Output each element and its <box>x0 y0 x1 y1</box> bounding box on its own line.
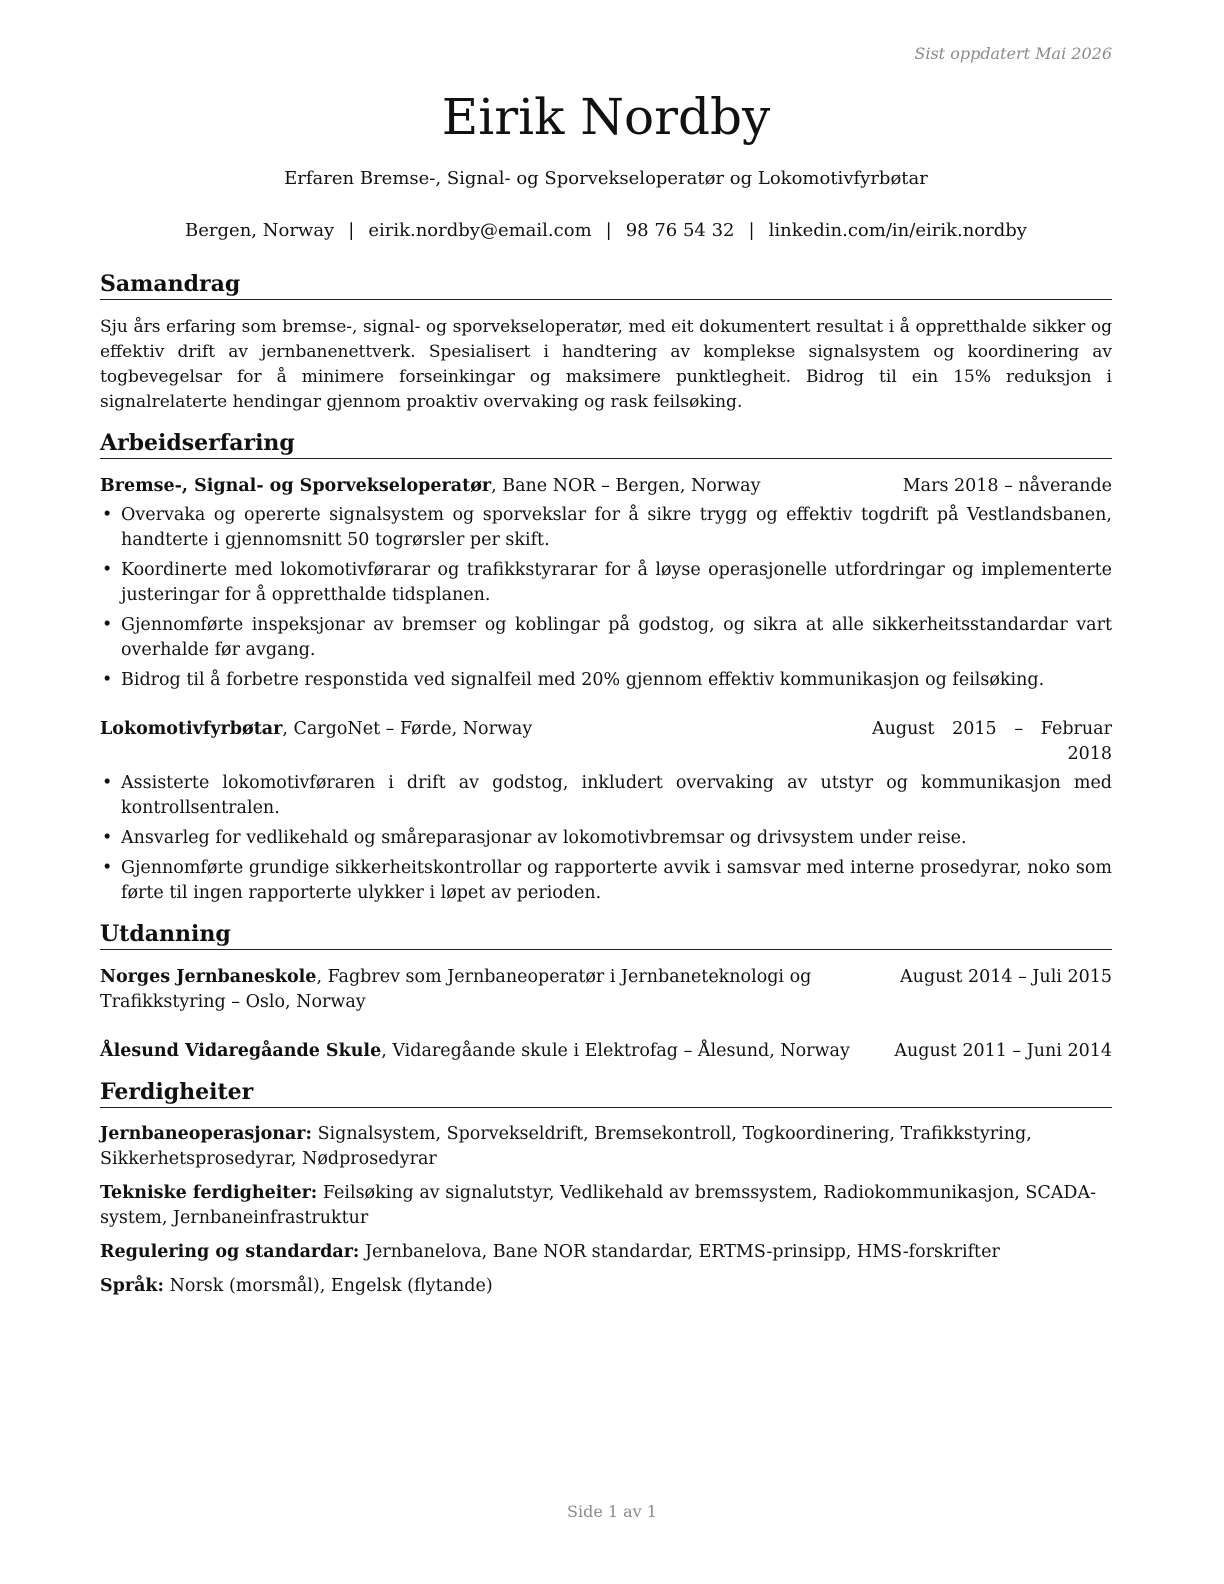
section-heading-experience: Arbeidserfaring <box>100 429 1112 459</box>
job-entry <box>100 717 1112 906</box>
skill-label: Tekniske ferdigheiter: <box>100 1183 318 1203</box>
section-heading-skills: Ferdigheiter <box>100 1078 1112 1108</box>
candidate-name: Eirik Nordby <box>441 88 771 146</box>
section-heading-summary: Samandrag <box>100 270 1112 300</box>
contact-separator: | <box>605 220 612 241</box>
job-bullet: • Assisterte lokomotivføraren i drift av godstog, inkludert overvaking av utstyr og kommunikasjon med kontrollsentralen. <box>100 771 1112 821</box>
job-entry <box>100 474 1112 693</box>
skill-line <box>100 1181 1112 1231</box>
page-number: Side 1 av 1 <box>567 1502 657 1521</box>
skill-text: Jernbanelova, Bane NOR standardar, ERTMS-prinsipp, HMS-forskrifter <box>359 1242 1000 1262</box>
job-dates: August 2015 – Februar 2018 <box>872 719 1112 764</box>
job-role: Lokomotivfyrbøtar <box>100 719 283 739</box>
job-bullet: • Koordinerte med lokomotivførarar og trafikkstyrarar for å løyse operasjonelle utfordringar og implementerte justeringar for å oppretthalde tidsplanen. <box>100 558 1112 608</box>
education-detail: , Vidaregåande skule i Elektrofag – Ålesund, Norway <box>381 1041 850 1061</box>
education-school: Ålesund Vidaregåande Skule <box>100 1041 382 1061</box>
job-bullet: • Gjennomførte grundige sikkerheitskontrollar og rapporterte avvik i samsvar med interne prosedyrar, noko som førte til ingen rapporterte ulykker i løpet av perioden. <box>100 856 1112 906</box>
experience-section <box>100 429 1112 906</box>
job-role: Bremse-, Signal- og Sporvekseloperatør <box>100 476 492 496</box>
education-detail: , Fagbrev som Jernbaneoperatør i Jernbaneteknologi og Trafikkstyring – Oslo, Norway <box>100 967 812 1012</box>
skill-label: Jernbaneoperasjonar: <box>100 1124 312 1144</box>
education-section <box>100 920 1112 1064</box>
job-header <box>100 717 1112 767</box>
job-bullet: • Overvaka og opererte signalsystem og sporvekslar for å sikre trygg og effektiv togdrift på Vestlandsbanen, handterte i gjennomsnitt 50 togrørsler per skift. <box>100 503 1112 553</box>
job-bullet: • Ansvarleg for vedlikehald og småreparasjonar av lokomotivbremsar og drivsystem under reise. <box>100 826 1112 851</box>
skill-text: Signalsystem, Sporvekseldrift, Bremsekontroll, Togkoordinering, Trafikkstyring, Sikkerhetsprosedyrar, Nødprosedyrar <box>100 1124 1032 1169</box>
contact-location: Bergen, Norway <box>185 220 335 241</box>
candidate-title: Erfaren Bremse-, Signal- og Sporvekseloperatør og Lokomotivfyrbøtar <box>284 168 928 189</box>
skill-label: Regulering og standardar: <box>100 1242 360 1262</box>
last-updated: Sist oppdatert Mai 2026 <box>914 44 1112 63</box>
summary-text: Sju års erfaring som bremse-, signal- og sporvekseloperatør, med eit dokumentert resultat i å oppretthalde sikker og effektiv drift av jernbanenettverk. Spesialisert i handtering av komplekse signalsystem og koordinering av togbevegelsar for å minimere forseinkingar og maksimere punktlegheit. Bidrog til ein 15% reduksjon i signalrelaterte hendingar gjennom proaktiv overvaking og rask feilsøking. <box>100 317 1112 412</box>
education-entry <box>100 1039 1112 1064</box>
skill-line <box>100 1240 1112 1265</box>
education-header <box>100 965 1112 1015</box>
education-dates: August 2014 – Juli 2015 <box>900 967 1112 987</box>
contact-separator: | <box>748 220 755 241</box>
skill-line <box>100 1122 1112 1172</box>
resume-content <box>100 270 1112 1313</box>
job-org: , Bane NOR – Bergen, Norway <box>491 476 761 496</box>
education-school: Norges Jernbaneskole <box>100 967 317 987</box>
job-dates: Mars 2018 – nåverande <box>902 476 1112 496</box>
skill-line <box>100 1274 1112 1299</box>
skill-text: Norsk (morsmål), Engelsk (flytande) <box>164 1276 493 1296</box>
job-bullets <box>100 771 1112 906</box>
education-header <box>100 1039 1112 1064</box>
contact-email[interactable]: eirik.nordby@email.com <box>368 220 592 241</box>
contact-phone: 98 76 54 32 <box>625 220 735 241</box>
job-bullet: • Bidrog til å forbetre responstida ved signalfeil med 20% gjennom effektiv kommunikasjon og feilsøking. <box>100 668 1112 693</box>
job-bullet: • Gjennomførte inspeksjonar av bremser og koblingar på godstog, og sikra at alle sikkerheitsstandardar vart overhalde før avgang. <box>100 613 1112 663</box>
summary-section <box>100 270 1112 415</box>
job-org: , CargoNet – Førde, Norway <box>282 719 533 739</box>
contact-line <box>100 219 1112 243</box>
section-heading-education: Utdanning <box>100 920 1112 950</box>
job-header <box>100 474 1112 499</box>
contact-linkedin[interactable]: linkedin.com/in/eirik.nordby <box>768 220 1027 241</box>
job-bullets <box>100 503 1112 693</box>
contact-separator: | <box>348 220 355 241</box>
education-dates: August 2011 – Juni 2014 <box>894 1041 1112 1061</box>
skill-text: Feilsøking av signalutstyr, Vedlikehald av bremssystem, Radiokommunikasjon, SCADA-system, Jernbaneinfrastruktur <box>100 1183 1096 1228</box>
skill-label: Språk: <box>100 1276 165 1296</box>
education-entry <box>100 965 1112 1015</box>
skills-section <box>100 1078 1112 1299</box>
